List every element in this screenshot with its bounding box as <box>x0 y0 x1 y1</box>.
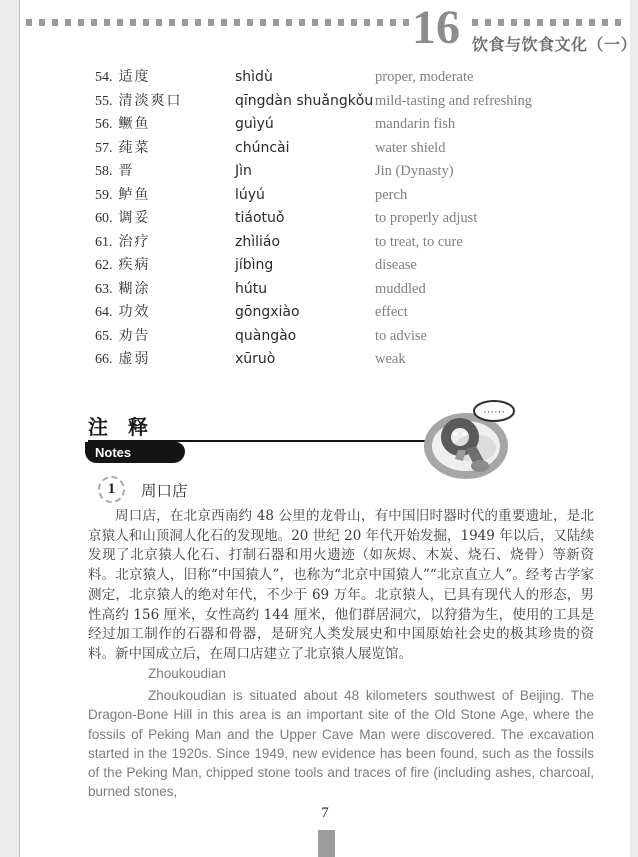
footer-bookmark-block <box>318 830 335 857</box>
note-title: 周口店 <box>141 482 188 500</box>
vocab-hanzi: 晋 <box>118 163 135 179</box>
vocab-pinyin: hútu <box>235 280 268 297</box>
vocab-english: mandarin fish <box>375 116 456 132</box>
vocab-english: weak <box>375 351 406 367</box>
vocab-number: 56. <box>95 117 113 132</box>
vocabulary-list <box>95 66 620 372</box>
lesson-title: 饮食与饮食文化（一） <box>472 37 638 54</box>
vocab-pinyin: qīngdàn shuǎngkǒu <box>235 92 374 109</box>
vocab-pinyin: shìdù <box>235 69 273 85</box>
vocab-english: Jin (Dynasty) <box>375 163 454 179</box>
vocab-pinyin: chúncài <box>235 139 290 156</box>
vocab-word <box>95 184 235 204</box>
vocab-pinyin: xūruò <box>235 351 276 367</box>
vocab-english: proper, moderate <box>375 69 474 85</box>
vocab-english: to treat, to cure <box>375 233 463 250</box>
vocab-number: 59. <box>95 187 113 203</box>
vocab-row <box>95 207 620 231</box>
vocab-pinyin: guìyú <box>235 116 274 132</box>
vocab-hanzi: 适度 <box>118 69 151 85</box>
vocab-number: 57. <box>95 140 113 156</box>
vocab-row <box>95 160 620 184</box>
vocab-word <box>95 137 235 157</box>
vocab-number: 54. <box>95 70 113 85</box>
vocab-english: muddled <box>375 280 426 297</box>
vocab-pinyin: jíbìng <box>235 257 274 273</box>
vocab-number: 62. <box>95 258 113 273</box>
vocab-number: 60. <box>95 211 113 226</box>
vocab-number: 66. <box>95 352 113 367</box>
vocab-number: 58. <box>95 164 113 179</box>
vocab-pinyin: Jìn <box>235 163 252 179</box>
vocab-hanzi: 虚弱 <box>118 351 151 367</box>
vocab-word <box>95 113 235 133</box>
vocab-hanzi: 劝告 <box>118 327 151 344</box>
notes-heading-en: Notes <box>85 442 185 463</box>
lesson-number: 16 <box>412 1 460 54</box>
notes-heading-cn: 注 释 <box>88 417 148 439</box>
vocab-english: perch <box>375 186 408 203</box>
note-chinese-paragraph: 周口店，在北京西南约 48 公里的龙骨山，有中国旧时器时代的重要遗址，是北京猿人和山顶洞人化石的发现地。20 世纪 20 年代开始发掘，1949 年以后，又陆续发现了北京猿人化石、打制石器和用火遗迹（如灰烬、木炭、烧石、烧骨）等新资料。北京猿人，旧称“中国猿人”，也称为“北京中国猿人”“北京直立人”。经考古学家测定，北京猿人的绝对年代，不少于 69 万年。北京猿人，已具有现代人的形态，男性高约 156 厘米，女性高约 144 厘米，他们群居洞穴，以狩猎为生，使用的工具是经过加工制作的石器和骨器，是研究人类发展史和中国原始社会史的极其珍贵的资料。新中国成立后，在周口店建立了北京猿人展览馆。 <box>88 508 594 662</box>
page-number: 7 <box>321 805 329 821</box>
vocab-word <box>95 325 235 345</box>
vocab-row <box>95 301 620 325</box>
vocab-hanzi: 鲈鱼 <box>118 186 151 203</box>
vocab-word <box>95 66 235 86</box>
vocab-english: to properly adjust <box>375 210 478 226</box>
vocab-row <box>95 348 620 372</box>
vocab-word <box>95 160 235 180</box>
vocab-row <box>95 325 620 349</box>
vocab-hanzi: 清淡爽口 <box>118 92 183 109</box>
vocab-english: mild-tasting and refreshing <box>375 92 533 109</box>
vocab-pinyin: zhìliáo <box>235 233 281 250</box>
vocab-number: 55. <box>95 93 113 109</box>
vocab-row <box>95 137 620 161</box>
vocab-pinyin: gōngxiào <box>235 304 300 320</box>
vocab-hanzi: 莼菜 <box>118 139 151 156</box>
vocab-english: water shield <box>375 139 446 156</box>
vocab-hanzi: 功效 <box>118 304 151 320</box>
vocab-hanzi: 治疗 <box>118 233 151 250</box>
vocab-row <box>95 113 620 137</box>
vocab-word <box>95 278 235 298</box>
vocab-row <box>95 231 620 255</box>
vocab-word <box>95 231 235 251</box>
vocab-hanzi: 鳜鱼 <box>118 116 151 132</box>
vocab-english: to advise <box>375 327 427 344</box>
vocab-row <box>95 90 620 114</box>
question-mascot-icon <box>422 399 518 481</box>
note-english-title: Zhoukoudian <box>148 666 227 681</box>
vocab-word <box>95 90 235 110</box>
vocab-hanzi: 调妥 <box>118 210 151 226</box>
vocab-english: disease <box>375 257 417 273</box>
vocab-row <box>95 254 620 278</box>
book-page <box>19 0 638 857</box>
dotted-rule-left <box>26 19 412 26</box>
vocab-english: effect <box>375 304 408 320</box>
dotted-rule-right <box>472 19 628 26</box>
vocab-hanzi: 疾病 <box>118 257 151 273</box>
vocab-number: 65. <box>95 328 113 344</box>
vocab-number: 63. <box>95 281 113 297</box>
vocab-row <box>95 66 620 90</box>
vocab-number: 64. <box>95 305 113 320</box>
note-number-badge: 1 <box>98 476 125 503</box>
vocab-row <box>95 184 620 208</box>
speech-bubble-dots: ······ <box>483 406 505 418</box>
vocab-pinyin: quàngào <box>235 327 297 344</box>
vocab-word <box>95 254 235 274</box>
note-item-header <box>98 476 188 503</box>
vocab-row <box>95 278 620 302</box>
vocab-number: 61. <box>95 234 113 250</box>
vocab-word <box>95 301 235 321</box>
vocab-pinyin: lúyú <box>235 186 265 203</box>
vocab-hanzi: 糊涂 <box>118 280 151 297</box>
vocab-word <box>95 348 235 368</box>
vocab-word <box>95 207 235 227</box>
vocab-pinyin: tiáotuǒ <box>235 210 285 226</box>
note-english-paragraph: Zhoukoudian is situated about 48 kilometers southwest of Beijing. The Dragon-Bone Hill in this area is an important site of the Old Stone Age, where the fossils of Peking Man and the Upper Cave Man were discovered. The excavation started in the 1920s. Since 1949, new evidence has been found, such as the fossils of the Peking Man, chipped stone tools and traces of fire (including ashes, charcoal, burned stones, <box>88 688 594 800</box>
